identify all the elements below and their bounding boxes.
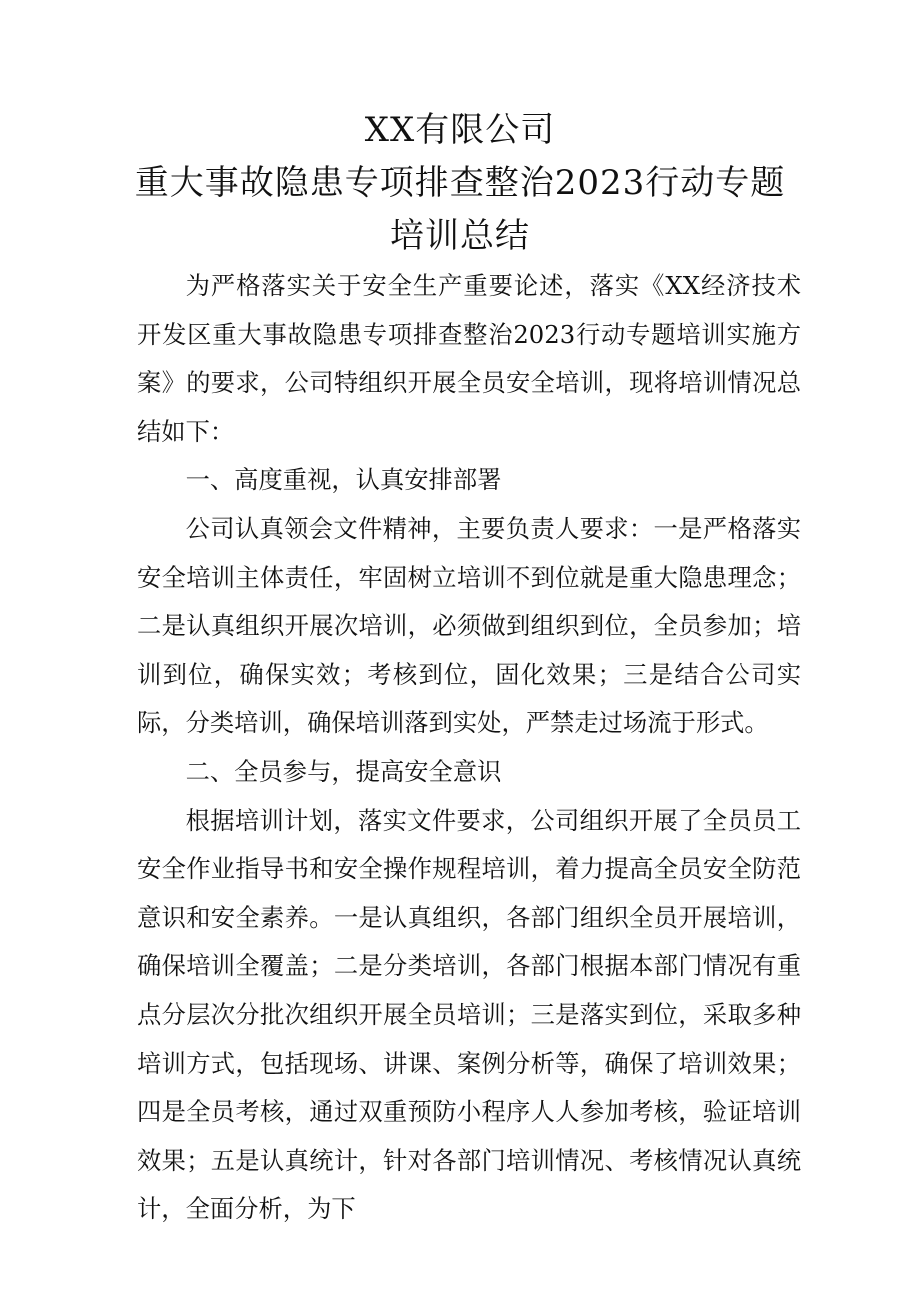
section-2-heading: 二、全员参与，提高安全意识 xyxy=(185,756,502,786)
document-body xyxy=(137,262,801,1234)
intro-paragraph: 为严格落实关于安全生产重要论述，落实《XX经济技术开发区重大事故隐患专项排查整治2023行动专题培训实施方案》的要求，公司特组织开展全员安全培训，现将培训情况总结如下： xyxy=(137,271,801,446)
section-2-paragraph: 根据培训计划，落实文件要求，公司组织开展了全员员工安全作业指导书和安全操作规程培训，着力提高全员安全防范意识和安全素养。一是认真组织，各部门组织全员开展培训，确保培训全覆盖；二是分类培训，各部门根据本部门情况有重点分层次分批次组织开展全员培训；三是落实到位，采取多种培训方式，包括现场、讲课、案例分析等，确保了培训效果；四是全员考核，通过双重预防小程序人人参加考核，验证培训效果；五是认真统计，针对各部门培训情况、考核情况认真统计，全面分析，为下 xyxy=(137,805,801,1224)
section-1-heading: 一、高度重视，认真安排部署 xyxy=(185,465,502,495)
company-title: XX有限公司 xyxy=(364,110,556,150)
document-title-line-1: 重大事故隐患专项排查整治2023行动专题 xyxy=(134,163,786,203)
document-title-line-2: 培训总结 xyxy=(390,216,530,256)
section-1-paragraph: 公司认真领会文件精神，主要负责人要求：一是严格落实安全培训主体责任，牢固树立培训不到位就是重大隐患理念；二是认真组织开展次培训，必须做到组织到位，全员参加；培训到位，确保实效；考核到位，固化效果；三是结合公司实际，分类培训，确保培训落到实处，严禁走过场流于形式。 xyxy=(137,513,801,738)
